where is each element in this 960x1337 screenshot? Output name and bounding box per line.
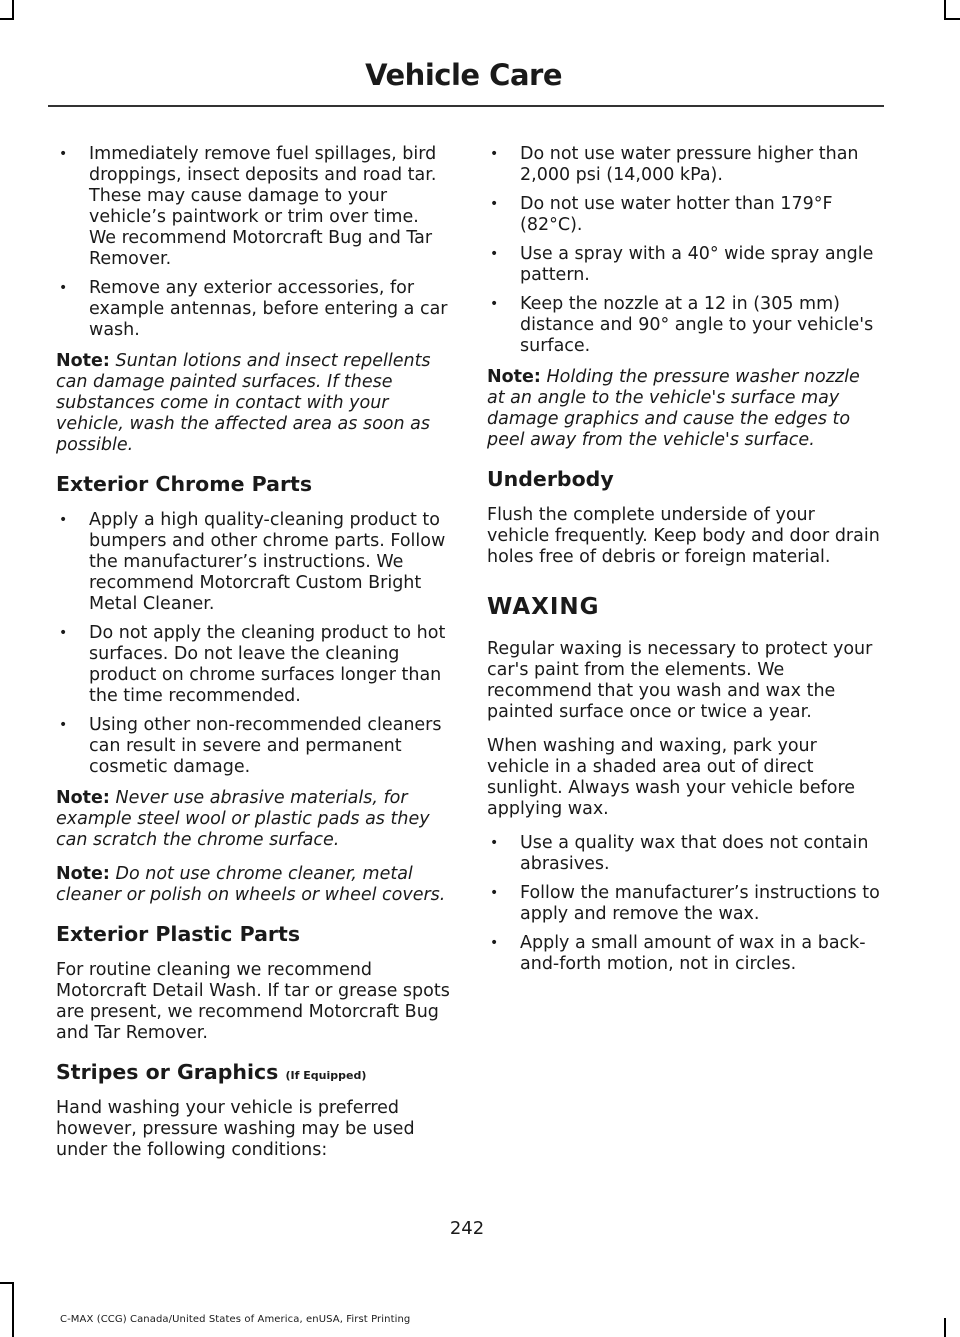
right-column [487, 144, 881, 985]
note [487, 367, 881, 451]
list-item: • Use a spray with a 40° wide spray angle pattern. [487, 244, 881, 286]
page-number: 242 [449, 1218, 485, 1239]
paragraph: Hand washing your vehicle is preferred however, pressure washing may be used under the following conditions: [56, 1098, 415, 1160]
bullet-list [56, 510, 450, 778]
crop-mark-top-left [12, 0, 14, 20]
paragraph: When washing and waxing, park your vehicle in a shaded area out of direct sunlight. Always wash your vehicle before applying wax. [487, 736, 856, 819]
note-label: Note: [56, 864, 110, 884]
footer-text: C-MAX (CCG) Canada/United States of America, enUSA, First Printing [60, 1314, 411, 1325]
left-column [56, 144, 450, 1174]
note [56, 788, 450, 851]
note [56, 351, 450, 456]
paragraph: Regular waxing is necessary to protect your car's paint from the elements. We recommend that you wash and wax the painted surface once or twice a year. [487, 639, 873, 722]
list-item: • Using other non-recommended cleaners can result in severe and permanent cosmetic damage. [56, 715, 450, 778]
bullet-list [487, 833, 881, 975]
crop-mark-bottom-right [944, 1318, 946, 1337]
paragraph: For routine cleaning we recommend Motorcraft Detail Wash. If tar or grease spots are present, we recommend Motorcraft Bug and Tar Remover. [56, 960, 450, 1043]
crop-mark-top-right [944, 0, 946, 20]
bullet-list [487, 144, 881, 357]
list-item: • Do not use water pressure higher than 2,000 psi (14,000 kPa). [487, 144, 881, 186]
note-text: Suntan lotions and insect repellents can damage painted surfaces. If these substances come in contact with your vehicle, wash the affected area as soon as possible. [56, 351, 431, 455]
note-label: Note: [56, 788, 110, 808]
note-text: Holding the pressure washer nozzle at an angle to the vehicle's surface may damage graphics and cause the edges to peel away from the vehicle's surface. [487, 367, 860, 450]
section-heading: Exterior Chrome Parts [56, 472, 313, 496]
section-heading [56, 1060, 450, 1084]
list-item: • Apply a small amount of wax in a back-and-forth motion, not in circles. [487, 933, 881, 975]
list-item: • Do not apply the cleaning product to hot surfaces. Do not leave the cleaning product on chrome surfaces longer than the time recommended. [56, 623, 450, 707]
note-label: Note: [56, 351, 110, 371]
page-title: Vehicle Care [365, 58, 562, 92]
chapter-heading: WAXING [487, 594, 600, 620]
list-item: • Apply a high quality-cleaning product to bumpers and other chrome parts. Follow the manufacturer’s instructions. We recommend Motorcraft Custom Bright Metal Cleaner. [56, 510, 450, 615]
section-heading-text: Stripes or Graphics [56, 1060, 279, 1084]
section-heading: Exterior Plastic Parts [56, 922, 301, 946]
section-heading-suffix: (If Equipped) [285, 1069, 367, 1082]
list-item: • Immediately remove fuel spillages, bird droppings, insect deposits and road tar. These may cause damage to your vehicle’s paintwork or trim over time. We recommend Motorcraft Bug and Tar Remover. [56, 144, 450, 270]
section-heading: Underbody [487, 467, 614, 491]
crop-mark-top-left-h [0, 18, 14, 20]
note-label: Note: [487, 367, 541, 387]
list-item: • Remove any exterior accessories, for example antennas, before entering a car wash. [56, 278, 450, 341]
list-item: • Use a quality wax that does not contain abrasives. [487, 833, 881, 875]
note-text: Do not use chrome cleaner, metal cleaner or polish on wheels or wheel covers. [56, 864, 446, 905]
header-rule [48, 105, 884, 107]
bullet-list [56, 144, 450, 341]
note [56, 864, 450, 906]
crop-mark-top-right-h [944, 18, 960, 20]
crop-mark-bottom-left [12, 1282, 14, 1337]
list-item: • Do not use water hotter than 179°F (82°C). [487, 194, 881, 236]
list-item: • Follow the manufacturer’s instructions to apply and remove the wax. [487, 883, 881, 925]
list-item: • Keep the nozzle at a 12 in (305 mm) distance and 90° angle to your vehicle's surface. [487, 294, 881, 357]
paragraph: Flush the complete underside of your vehicle frequently. Keep body and door drain holes free of debris or foreign material. [487, 505, 880, 567]
crop-mark-bottom-left-h [0, 1282, 14, 1284]
note-text: Never use abrasive materials, for example steel wool or plastic pads as they can scratch the chrome surface. [56, 788, 430, 850]
